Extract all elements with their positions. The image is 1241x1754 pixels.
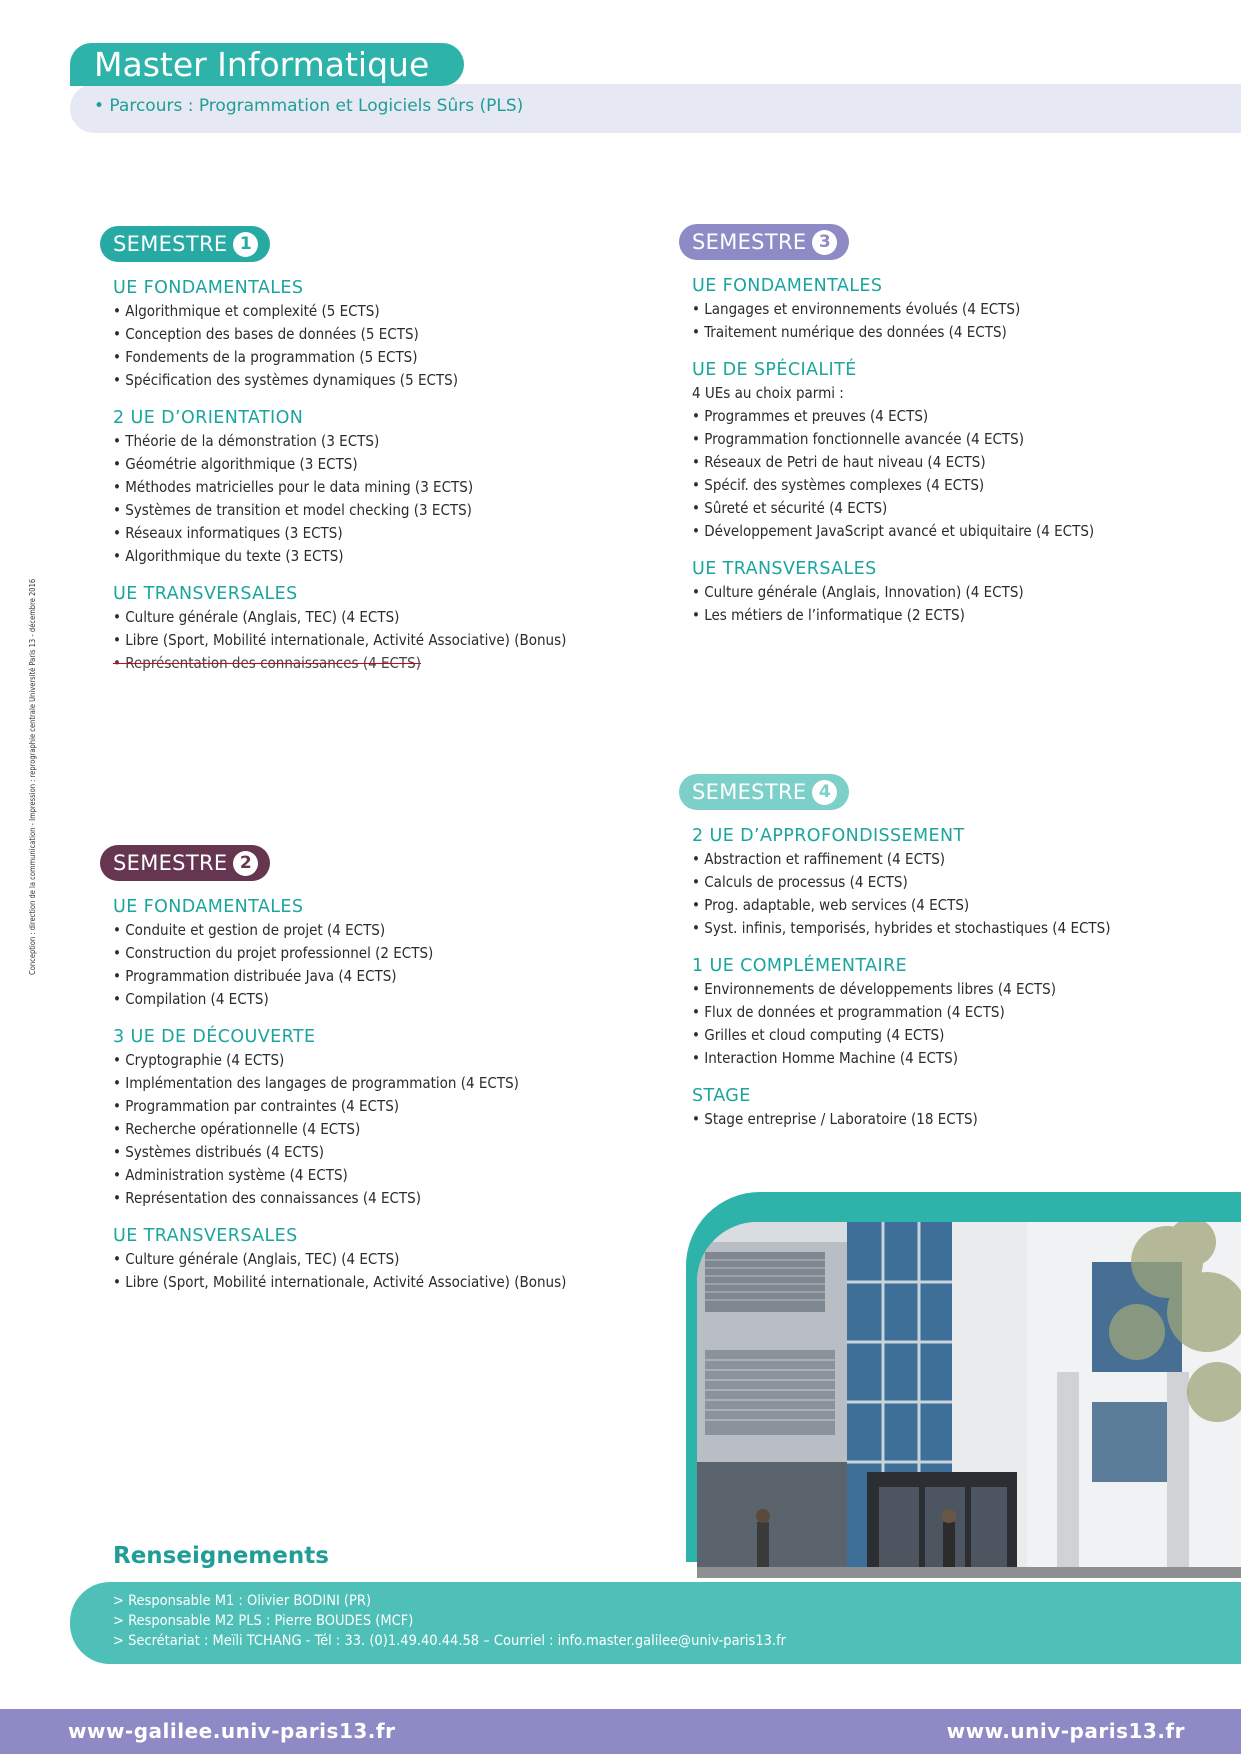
contact-lines [113, 1591, 786, 1651]
semester-1-block [100, 226, 566, 675]
ue-group-title: 1 UE COMPLÉMENTAIRE [692, 956, 908, 976]
contact-heading: Renseignements [113, 1543, 329, 1569]
course-item: • Les métiers de l’informatique (2 ECTS) [692, 604, 1094, 627]
course-item: • Environnements de développements libres (4 ECTS) [692, 978, 1110, 1001]
course-item: • Développement JavaScript avancé et ubiquitaire (4 ECTS) [692, 520, 1094, 543]
program-track: • Parcours : Programmation et Logiciels Sûrs (PLS) [94, 96, 524, 116]
ue-group-title: UE TRANSVERSALES [692, 559, 877, 579]
ue-group-title: 2 UE D’APPROFONDISSEMENT [692, 826, 965, 846]
ue-group [113, 895, 566, 1011]
course-item: • Méthodes matricielles pour le data mining (3 ECTS) [113, 476, 566, 499]
ue-group [113, 276, 566, 392]
course-item: • Culture générale (Anglais, Innovation) (4 ECTS) [692, 581, 1094, 604]
building-illustration [697, 1222, 1241, 1578]
semester-label: SEMESTRE [113, 851, 228, 875]
semester-4-block [679, 774, 1110, 1131]
course-item: • Spécif. des systèmes complexes (4 ECTS) [692, 474, 1094, 497]
page-title: Master Informatique [70, 43, 464, 86]
semester-2-badge [100, 845, 270, 881]
course-item: • Fondements de la programmation (5 ECTS) [113, 346, 566, 369]
course-item: • Programmes et preuves (4 ECTS) [692, 405, 1094, 428]
footer-link-university[interactable]: www.univ-paris13.fr [946, 1719, 1185, 1743]
course-item: • Systèmes de transition et model checking (3 ECTS) [113, 499, 566, 522]
course-item: • Sûreté et sécurité (4 ECTS) [692, 497, 1094, 520]
course-item: • Syst. infinis, temporisés, hybrides et stochastiques (4 ECTS) [692, 917, 1110, 940]
course-item: • Algorithmique et complexité (5 ECTS) [113, 300, 566, 323]
footer-link-galilee[interactable]: www-galilee.univ-paris13.fr [68, 1719, 396, 1743]
course-item: • Programmation distribuée Java (4 ECTS) [113, 965, 566, 988]
ue-group-title: UE FONDAMENTALES [113, 897, 304, 917]
course-item: • Administration système (4 ECTS) [113, 1164, 566, 1187]
course-item: • Systèmes distribués (4 ECTS) [113, 1141, 566, 1164]
semester-number: 2 [233, 851, 258, 876]
course-item: • Flux de données et programmation (4 ECTS) [692, 1001, 1110, 1024]
course-item: • Conduite et gestion de projet (4 ECTS) [113, 919, 566, 942]
ue-group [692, 358, 1094, 543]
ue-group-title: UE TRANSVERSALES [113, 584, 298, 604]
side-credit: Conception : direction de la communication - Impression : reprographie centrale Université Paris 13 - décembre 2016 [28, 578, 37, 975]
course-item: • Culture générale (Anglais, TEC) (4 ECTS) [113, 1248, 566, 1271]
course-item: • Abstraction et raffinement (4 ECTS) [692, 848, 1110, 871]
course-item: • Cryptographie (4 ECTS) [113, 1049, 566, 1072]
semester-number: 4 [812, 780, 837, 805]
course-item: • Grilles et cloud computing (4 ECTS) [692, 1024, 1110, 1047]
ue-group-title: 2 UE D’ORIENTATION [113, 408, 304, 428]
ue-group-title: 3 UE DE DÉCOUVERTE [113, 1027, 316, 1047]
semester-number: 3 [812, 230, 837, 255]
ue-group [113, 582, 566, 675]
semester-4-badge [679, 774, 849, 810]
semester-label: SEMESTRE [692, 230, 807, 254]
semester-number: 1 [233, 232, 258, 257]
ue-group [113, 1224, 566, 1294]
course-item: • Réseaux informatiques (3 ECTS) [113, 522, 566, 545]
course-item: • Culture générale (Anglais, TEC) (4 ECTS) [113, 606, 566, 629]
course-item: • Calculs de processus (4 ECTS) [692, 871, 1110, 894]
course-item: • Stage entreprise / Laboratoire (18 ECTS) [692, 1108, 1110, 1131]
course-item: • Programmation par contraintes (4 ECTS) [113, 1095, 566, 1118]
course-item: • Traitement numérique des données (4 ECTS) [692, 321, 1094, 344]
semester-label: SEMESTRE [692, 780, 807, 804]
semester-2-block [100, 845, 566, 1294]
ue-group-title: UE DE SPÉCIALITÉ [692, 360, 857, 380]
course-item: • Algorithmique du texte (3 ECTS) [113, 545, 566, 568]
course-item: • Géométrie algorithmique (3 ECTS) [113, 453, 566, 476]
contact-line: > Responsable M2 PLS : Pierre BOUDES (MCF) [113, 1611, 786, 1631]
course-item: • Prog. adaptable, web services (4 ECTS) [692, 894, 1110, 917]
course-item: • Représentation des connaissances (4 ECTS) [113, 1187, 566, 1210]
contact-line: > Responsable M1 : Olivier BODINI (PR) [113, 1591, 786, 1611]
course-item: • Théorie de la démonstration (3 ECTS) [113, 430, 566, 453]
course-item: • Compilation (4 ECTS) [113, 988, 566, 1011]
ue-group [113, 1025, 566, 1210]
course-item: • Langages et environnements évolués (4 ECTS) [692, 298, 1094, 321]
contact-line: > Secrétariat : Meïli TCHANG - Tél : 33. (0)1.49.40.44.58 – Courriel : info.master.galilee@univ-paris13.fr [113, 1631, 786, 1651]
building-photo [697, 1222, 1241, 1578]
ue-group-title: UE TRANSVERSALES [113, 1226, 298, 1246]
course-item: • Implémentation des langages de programmation (4 ECTS) [113, 1072, 566, 1095]
ue-group [692, 274, 1094, 344]
semester-1-badge [100, 226, 270, 262]
struck-course-item: • Représentation des connaissances (4 ECTS) [113, 652, 566, 675]
course-item: • Spécification des systèmes dynamiques (5 ECTS) [113, 369, 566, 392]
course-item: • Libre (Sport, Mobilité internationale, Activité Associative) (Bonus) [113, 1271, 566, 1294]
course-item: • Réseaux de Petri de haut niveau (4 ECTS) [692, 451, 1094, 474]
semester-label: SEMESTRE [113, 232, 228, 256]
ue-group-title: UE FONDAMENTALES [692, 276, 883, 296]
ue-group [692, 1084, 1110, 1131]
course-item: • Construction du projet professionnel (2 ECTS) [113, 942, 566, 965]
course-item: • Libre (Sport, Mobilité internationale, Activité Associative) (Bonus) [113, 629, 566, 652]
course-item: • Interaction Homme Machine (4 ECTS) [692, 1047, 1110, 1070]
choice-intro: 4 UEs au choix parmi : [692, 384, 844, 402]
ue-group [692, 557, 1094, 627]
ue-group-title: STAGE [692, 1086, 751, 1106]
semester-3-badge [679, 224, 849, 260]
course-item: • Conception des bases de données (5 ECTS) [113, 323, 566, 346]
ue-group [113, 406, 566, 568]
ue-group-title: UE FONDAMENTALES [113, 278, 304, 298]
ue-group [692, 954, 1110, 1070]
ue-group [692, 824, 1110, 940]
course-item: • Programmation fonctionnelle avancée (4 ECTS) [692, 428, 1094, 451]
course-item: • Recherche opérationnelle (4 ECTS) [113, 1118, 566, 1141]
semester-3-block [679, 224, 1094, 627]
